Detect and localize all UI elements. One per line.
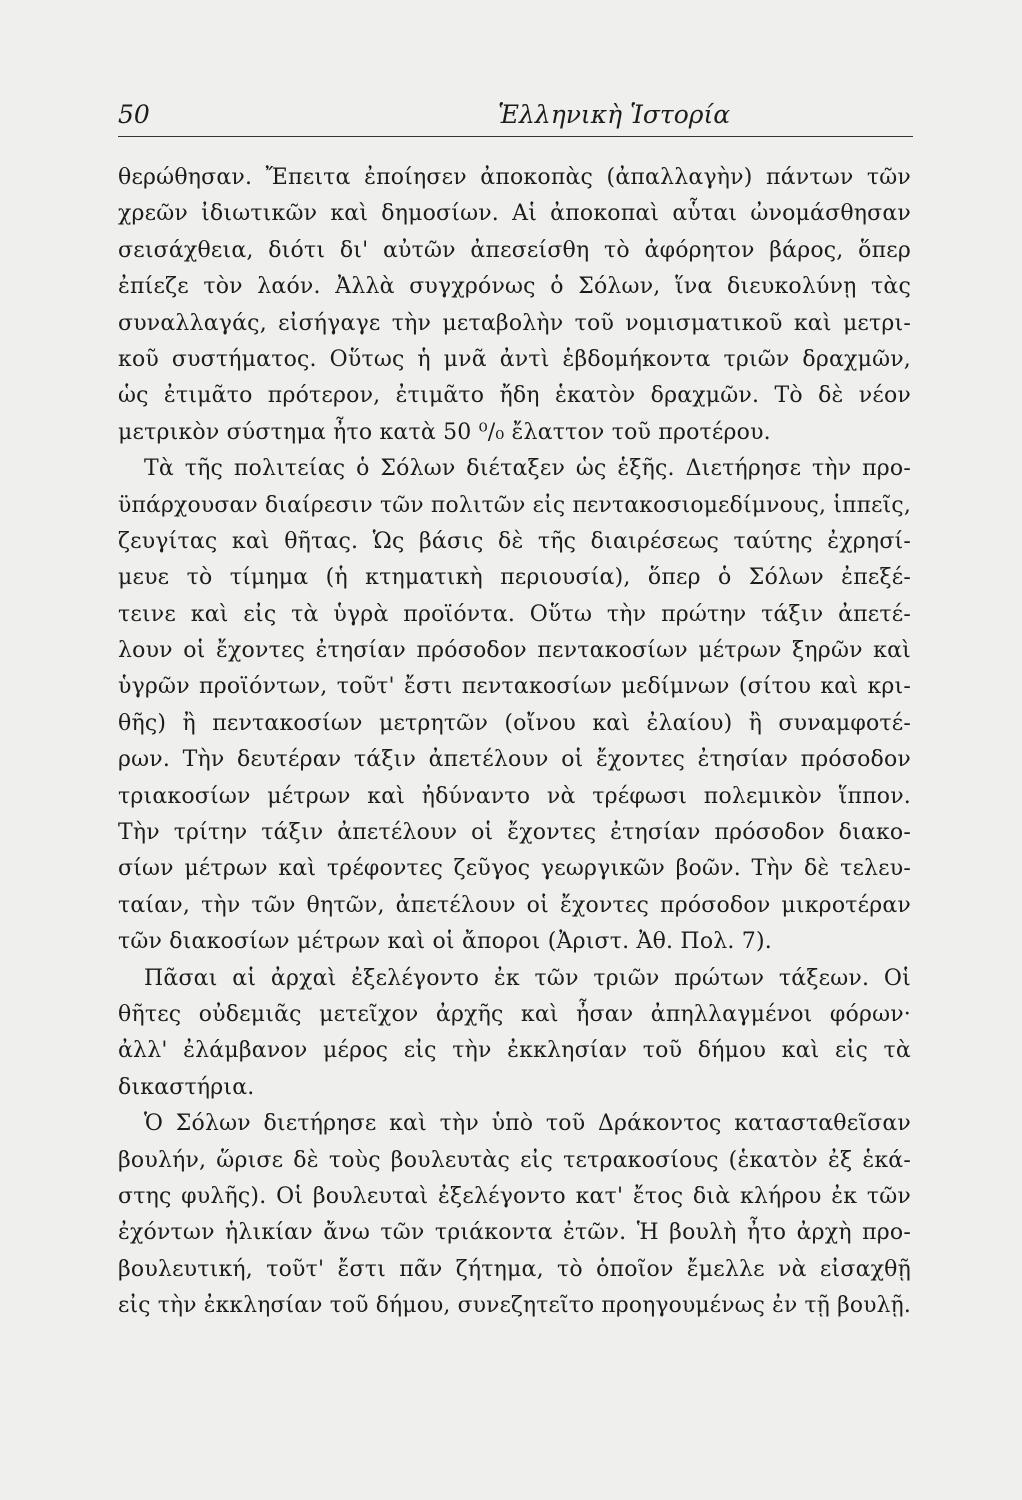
text-line: Πᾶσαι αἱ ἀρχαὶ ἐξελέγοντο ἐκ τῶν τριῶν πρώτων τάξεων. Οἱ [144, 965, 911, 991]
text-line: ὑγρῶν προϊόντων, τοῦτ' ἔστι πεντακοσίων μεδίμνων (σίτου καὶ κρι- [118, 674, 911, 700]
text-line: ζευγίτας καὶ θῆτας. Ὡς βάσις δὲ τῆς διαιρέσεως ταύτης ἐχρησί- [118, 528, 911, 554]
text-line: ἐχόντων ἡλικίαν ἄνω τῶν τριάκοντα ἐτῶν. Ἡ βουλὴ ἦτο ἀρχὴ προ- [118, 1220, 911, 1246]
text-line: θερώθησαν. Ἔπειτα ἐποίησεν ἀποκοπὰς (ἀπαλλαγὴν) πάντων τῶν [118, 165, 911, 190]
page-header [118, 96, 913, 137]
text-line: ὡς ἐτιμᾶτο πρότερον, ἐτιμᾶτο ἤδη ἑκατὸν δραχμῶν. Τὸ δὲ νέον [118, 383, 911, 409]
text-line: θῆς) ἢ πεντακοσίων μετρητῶν (οἴνου καὶ ἐλαίου) ἢ συναμφοτέ- [118, 710, 911, 736]
text-line: ρων. Τὴν δευτέραν τάξιν ἀπετέλουν οἱ ἔχοντες ἐτησίαν πρόσοδον [118, 747, 911, 773]
text-line: ϋπάρχουσαν διαίρεσιν τῶν πολιτῶν εἰς πεντακοσιομεδίμνους, ἱππεῖς, [118, 492, 911, 518]
text-line: σεισάχθεια, διότι δι' αὐτῶν ἀπεσείσθη τὸ ἀφόρητον βάρος, ὅπερ [118, 237, 911, 263]
text-line: ἀλλ' ἐλάμβανον μέρος εἰς τὴν ἐκκλησίαν τοῦ δήμου καὶ εἰς τὰ [118, 1038, 911, 1064]
text-line: συναλλαγάς, εἰσήγαγε τὴν μεταβολὴν τοῦ νομισματικοῦ καὶ μετρι- [118, 310, 911, 336]
text-line: Τὴν τρίτην τάξιν ἀπετέλουν οἱ ἔχοντες ἐτησίαν πρόσοδον διακο- [118, 820, 911, 846]
text-line: χρεῶν ἰδιωτικῶν καὶ δημοσίων. Αἱ ἀποκοπαὶ αὗται ὠνομάσθησαν [118, 201, 911, 227]
text-line: Ὁ Σόλων διετήρησε καὶ τὴν ὑπὸ τοῦ Δράκοντος κατασταθεῖσαν [144, 1111, 911, 1137]
body-text [118, 160, 911, 1325]
text-line: τῶν διακοσίων μέτρων καὶ οἱ ἄποροι (Ἀριστ. Ἀθ. Πολ. 7). [118, 929, 772, 955]
text-line: ἐπίεζε τὸν λαόν. Ἀλλὰ συγχρόνως ὁ Σόλων, ἵνα διευκολύνῃ τὰς [118, 274, 911, 300]
text-line: σίων μέτρων καὶ τρέφοντες ζεῦγος γεωργικῶν βοῶν. Τὴν δὲ τελευ- [118, 856, 911, 882]
text-line: κοῦ συστήματος. Οὕτως ἡ μνᾶ ἀντὶ ἑβδομήκοντα τριῶν δραχμῶν, [118, 346, 911, 372]
text-line: εἰς τὴν ἐκκλησίαν τοῦ δήμου, συνεζητεῖτο προηγουμένως ἐν τῇ βουλῇ. [118, 1293, 911, 1319]
text-line: στης φυλῆς). Οἱ βουλευταὶ ἐξελέγοντο κατ' ἔτος διὰ κλήρου ἐκ τῶν [118, 1183, 911, 1209]
text-line: Τὰ τῆς πολιτείας ὁ Σόλων διέταξεν ὡς ἑξῆς. Διετήρησε τὴν προ- [144, 456, 911, 482]
text-line: λουν οἱ ἔχοντες ἐτησίαν πρόσοδον πεντακοσίων μέτρων ξηρῶν καὶ [118, 638, 911, 664]
text-line: τεινε καὶ εἰς τὰ ὑγρὰ προϊόντα. Οὕτω τὴν πρώτην τάξιν ἀπετέ- [118, 601, 911, 627]
text-line: μευε τὸ τίμημα (ἡ κτηματικὴ περιουσία), ὅπερ ὁ Σόλων ἐπεξέ- [118, 565, 911, 591]
text-line: θῆτες οὐδεμιᾶς μετεῖχον ἀρχῆς καὶ ἦσαν ἀπηλλαγμένοι φόρων· [118, 1001, 911, 1027]
text-line: ταίαν, τὴν τῶν θητῶν, ἀπετέλουν οἱ ἔχοντες πρόσοδον μικροτέραν [118, 892, 911, 918]
text-line: βουλευτική, τοῦτ' ἔστι πᾶν ζήτημα, τὸ ὁποῖον ἔμελλε νὰ εἰσαχθῇ [118, 1256, 911, 1282]
page-number: 50 [118, 100, 150, 129]
running-title: Ἑλληνικὴ Ἱστορία [498, 100, 731, 129]
text-line: μετρικὸν σύστημα ἦτο κατὰ 50 ⁰/₀ ἔλαττον τοῦ προτέρου. [118, 419, 771, 445]
text-line: τριακοσίων μέτρων καὶ ἠδύναντο νὰ τρέφωσι πολεμικὸν ἵππον. [118, 783, 911, 809]
text-line: δικαστήρια. [118, 1074, 255, 1100]
text-line: βουλήν, ὥρισε δὲ τοὺς βουλευτὰς εἰς τετρακοσίους (ἑκατὸν ἐξ ἑκά- [118, 1147, 911, 1173]
